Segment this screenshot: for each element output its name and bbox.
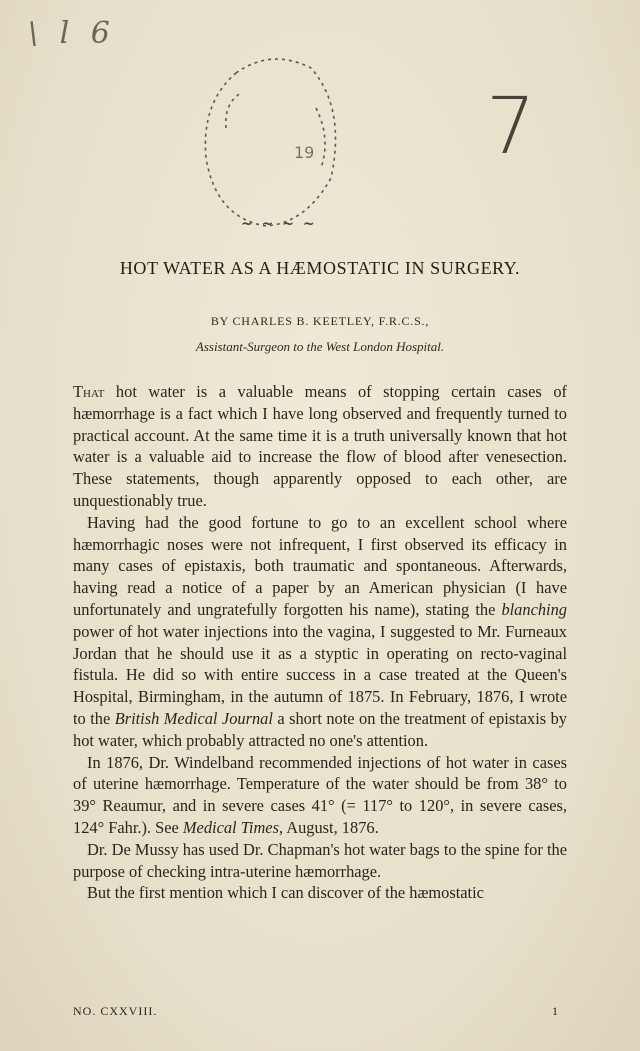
paragraph-text: In 1876, Dr. Windelband recommended injections of hot water in cases of uterine hæmorrhage. Temperature of the water should be from 38° to 39° Reaumur, and in severe cases 41° (= 117° to 120°, in severe cases, 124° Fahr.). See (73, 752, 567, 837)
article-title: HOT WATER AS A HÆMOSTATIC IN SURGERY. (119, 258, 521, 278)
article-body (73, 381, 567, 904)
paragraph-text: August, 1876. (283, 817, 379, 837)
paragraph: Dr. De Mussy has used Dr. Chapman's hot water bags to the spine for the purpose of checking intra-uterine hæmorrhage. (73, 839, 567, 881)
margin-pencil-marks: \ l 6 (28, 16, 116, 51)
library-stamp (196, 48, 346, 238)
paragraph: But the first mention which I can discover of the hæmostatic (87, 883, 484, 903)
paragraph-text: Having had the good fortune to go to an excellent school where hæmorrhagic noses were not infrequent, I first observed its efficacy in many cases of epistaxis, both traumatic and spontaneous. Afterwards, having read a notice of a paper by an American physician (I have unfortunately and ungratefully forgotten his name), stating the (73, 512, 567, 619)
issue-number: NO. CXXVIII. (73, 1004, 158, 1018)
author-byline: BY CHARLES B. KEETLEY, F.R.C.S., (210, 314, 430, 328)
lead-word: That (73, 382, 105, 401)
paragraph-text: a short note on the treatment of epistaxis by hot water, which probably attracted no one's attention. (73, 708, 567, 750)
paragraph-text: power of hot water injections into the vagina, I suggested to Mr. Furneaux Jordan that he should use it as a styptic in operating on recto-vaginal fistula. He did so with entire success in a case treated at the Queen's Hospital, Birmingham, in the autumn of 1875. In February, 1876, I wrote to the (73, 621, 567, 728)
emphasis-text: blanching (501, 599, 567, 619)
page-footer (73, 1004, 567, 1019)
journal-title: British Medical Journal (114, 708, 273, 728)
paragraph (73, 752, 567, 839)
paragraph (73, 512, 567, 752)
paragraph-text: hot water is a valuable means of stopping certain cases of hæmorrhage is a fact which I have long observed and frequently turned to practical account. At the same time it is a truth universally known that hot water is a valuable aid to increase the flow of blood after venesection. These statements, though apparently opposed to each other, are unquestionably true. (73, 382, 567, 510)
signature-mark: 1 (552, 1004, 559, 1018)
author-affiliation: Assistant-Surgeon to the West London Hospital. (195, 339, 445, 354)
paragraph (73, 381, 567, 512)
svg-text:~ ~ ~ ~: ~ ~ ~ ~ (241, 216, 317, 232)
page-annotation-number: 7 (486, 82, 536, 172)
stamp-number: 19 (294, 143, 315, 162)
journal-title: Medical Times, (182, 817, 284, 837)
